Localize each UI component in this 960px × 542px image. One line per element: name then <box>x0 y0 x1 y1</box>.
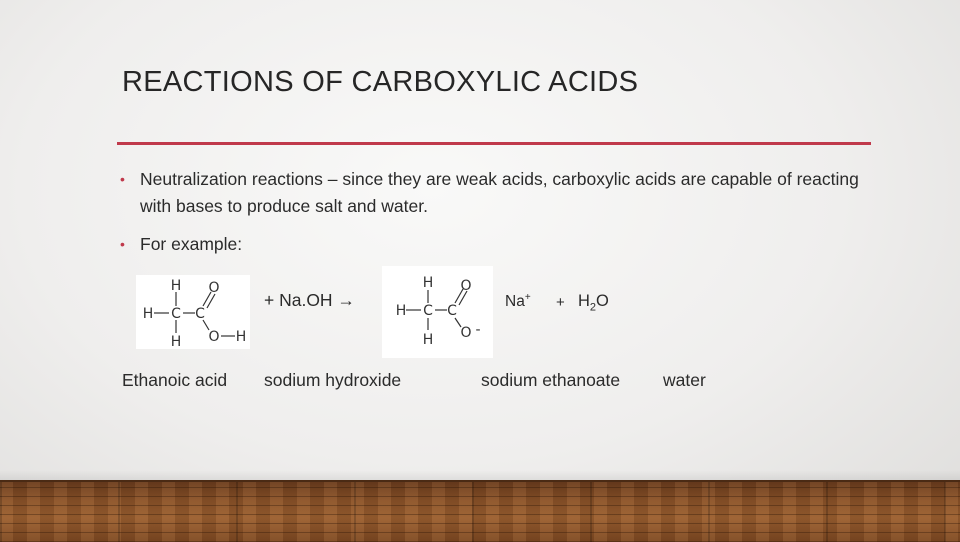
atom-h-left: H <box>395 303 407 319</box>
atom-h-top: H <box>170 278 182 294</box>
plus-sign: + <box>556 294 565 311</box>
atom-c1: C <box>423 303 433 319</box>
title-divider <box>117 142 871 145</box>
water-o: O <box>596 292 609 310</box>
label-sodium-ethanoate: sodium ethanoate <box>481 370 621 390</box>
atom-o-single: O <box>208 329 220 345</box>
slide-title: REACTIONS OF CARBOXYLIC ACIDS <box>122 66 639 98</box>
atom-c2: C <box>195 306 205 322</box>
atom-c1: C <box>171 306 181 322</box>
sodium-symbol: Na <box>505 293 525 311</box>
atom-h-left: H <box>142 306 154 322</box>
ethanoic-acid-structure <box>136 275 250 349</box>
bullet-neutralization <box>120 166 870 220</box>
bullet-marker: • <box>120 236 125 252</box>
label-sodium-hydroxide: sodium hydroxide <box>264 370 402 390</box>
water-h: H <box>578 292 590 310</box>
atom-c2: C <box>447 303 457 319</box>
sodium-cation <box>505 292 531 311</box>
label-water: water <box>663 370 706 390</box>
wood-floor-decoration <box>0 480 960 542</box>
atom-h-top: H <box>422 275 434 291</box>
label-ethanoic-acid: Ethanoic acid <box>122 370 228 390</box>
atom-o-double: O <box>460 278 472 294</box>
bullet-text: Neutralization reactions – since they are weak acids, carboxylic acids are capable of reacting with bases to produce salt and water. <box>140 169 859 216</box>
cation-charge: + <box>524 292 531 303</box>
atom-h-bottom: H <box>422 332 434 348</box>
atom-h-hydroxyl: H <box>235 329 247 345</box>
bullet-example <box>120 231 420 258</box>
atom-o-single: O <box>460 325 472 341</box>
equation-base: + Na.OH → <box>264 290 355 310</box>
charge-negative: - <box>475 322 481 338</box>
atom-h-bottom: H <box>170 334 182 349</box>
water-formula <box>578 292 609 313</box>
ethanoate-structure <box>382 266 493 358</box>
bullet-text: For example: <box>140 234 243 254</box>
water-subscript: 2 <box>589 301 597 314</box>
bullet-marker: • <box>120 171 125 187</box>
atom-o-double: O <box>208 280 220 296</box>
